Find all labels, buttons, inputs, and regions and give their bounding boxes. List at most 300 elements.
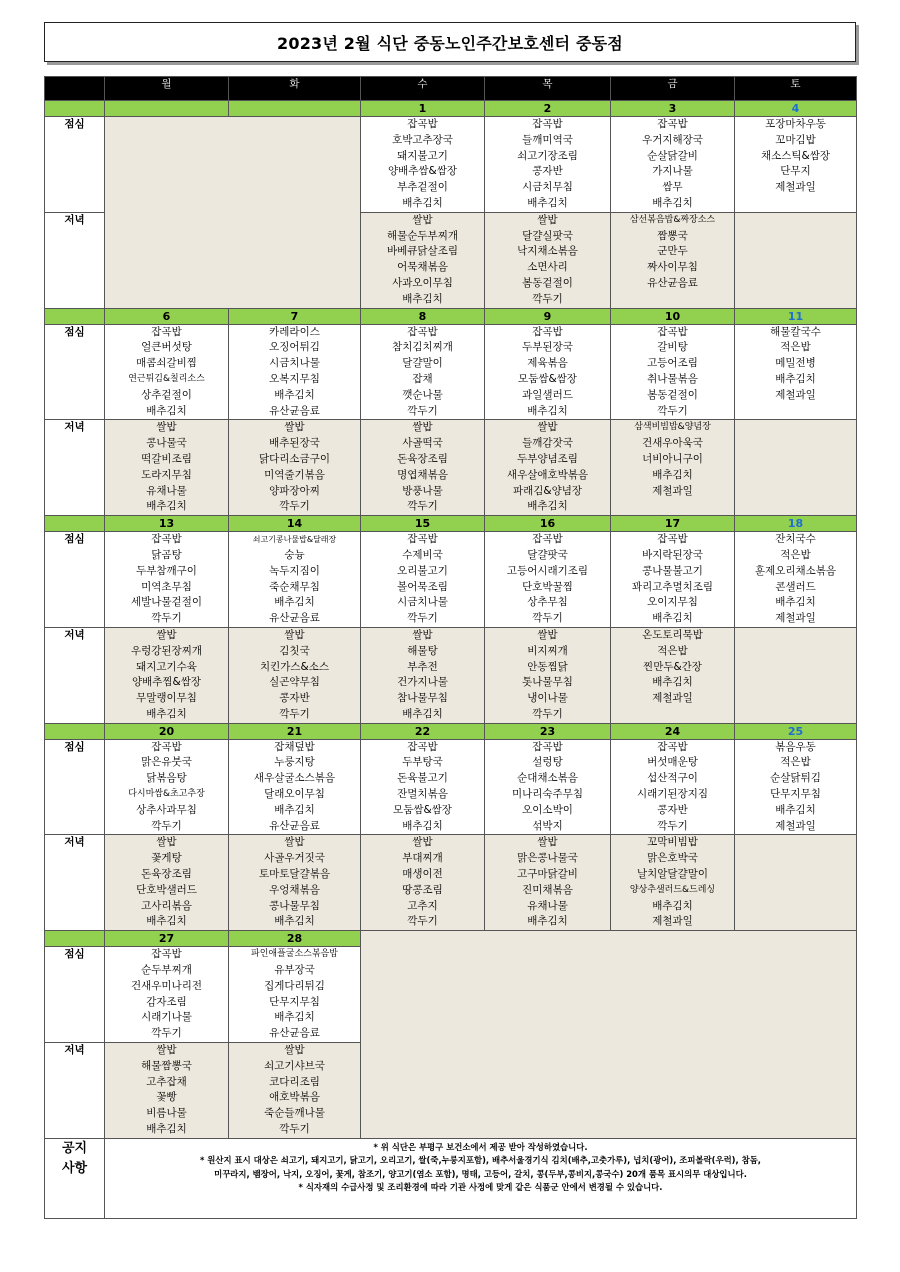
menu-item: 잡곡밥 bbox=[151, 740, 182, 753]
lunch-label: 점심 bbox=[45, 117, 105, 213]
menu-cell bbox=[735, 627, 857, 723]
menu-item: 잡채 bbox=[412, 372, 433, 385]
menu-item: 양배추찜&쌈장 bbox=[131, 676, 202, 689]
menu-cell bbox=[229, 627, 361, 723]
menu-item: 돼지불고기 bbox=[397, 149, 448, 162]
menu-item: 적은밥 bbox=[780, 548, 811, 561]
menu-item: 실곤약무침 bbox=[269, 676, 320, 689]
menu-item: 배추김치 bbox=[274, 388, 315, 401]
menu-item: 파인애플굴소스볶음밥 bbox=[251, 949, 338, 960]
menu-item: 누룽지탕 bbox=[274, 756, 315, 769]
day-header: 토 bbox=[735, 77, 857, 101]
menu-item: 순살닭갈비 bbox=[647, 149, 698, 162]
menu-item: 모둠쌈&쌈장 bbox=[518, 372, 577, 385]
menu-item: 깍두기 bbox=[151, 1027, 182, 1040]
date-row-label bbox=[45, 723, 105, 739]
menu-item: 유산균음료 bbox=[269, 1027, 320, 1040]
menu-item: 잡곡밥 bbox=[657, 740, 688, 753]
menu-item: 얼큰버섯탕 bbox=[141, 341, 192, 354]
menu-cell bbox=[611, 420, 735, 516]
menu-item: 봄동겉절이 bbox=[522, 276, 573, 289]
dinner-label: 저녁 bbox=[45, 835, 105, 931]
dinner-row bbox=[45, 627, 857, 723]
menu-item: 죽순채무침 bbox=[269, 580, 320, 593]
menu-item: 제철과일 bbox=[652, 915, 693, 928]
menu-item: 새우살굴소스볶음 bbox=[253, 772, 336, 785]
menu-item: 오징어튀김 bbox=[269, 341, 320, 354]
menu-item: 유채나물 bbox=[146, 484, 187, 497]
day-header: 화 bbox=[229, 77, 361, 101]
menu-item: 찐만두&간장 bbox=[643, 660, 702, 673]
menu-cell bbox=[485, 835, 611, 931]
menu-item: 배추김치 bbox=[775, 596, 816, 609]
menu-item: 쌀밥 bbox=[537, 628, 558, 641]
menu-cell bbox=[361, 420, 485, 516]
menu-item: 오이소박이 bbox=[522, 803, 573, 816]
date-cell: 7 bbox=[229, 308, 361, 324]
menu-item: 쌀밥 bbox=[412, 628, 433, 641]
menu-item: 온도토리묵밥 bbox=[642, 628, 703, 641]
menu-item: 달걀말이 bbox=[402, 357, 443, 370]
menu-item: 닭곰탕 bbox=[151, 548, 182, 561]
menu-item: 달걀실팟국 bbox=[522, 229, 573, 242]
dinner-row bbox=[45, 420, 857, 516]
menu-item: 다시마쌈&초고추장 bbox=[128, 789, 205, 800]
date-cell: 22 bbox=[361, 723, 485, 739]
menu-item: 깍두기 bbox=[657, 819, 688, 832]
notice-line: * 원산지 표시 대상은 쇠고기, 돼지고기, 닭고기, 오리고기, 쌀(죽,누룽지포함), 배추서울경기식 김치(배추,고춧가루), 넙치(광어), 조피볼락(우럭), 참돔, bbox=[200, 1155, 761, 1166]
menu-cell bbox=[229, 324, 361, 420]
menu-item: 순살닭튀김 bbox=[770, 772, 821, 785]
menu-item: 낙지채소볶음 bbox=[517, 245, 578, 258]
menu-item: 배추김치 bbox=[146, 500, 187, 513]
menu-item: 미역줄기볶음 bbox=[264, 468, 325, 481]
menu-cell bbox=[611, 835, 735, 931]
menu-item: 배추김치 bbox=[775, 803, 816, 816]
date-cell: 23 bbox=[485, 723, 611, 739]
date-cell: 20 bbox=[105, 723, 229, 739]
menu-item: 잔치국수 bbox=[775, 533, 816, 546]
date-cell: 21 bbox=[229, 723, 361, 739]
menu-item: 들깨미역국 bbox=[522, 133, 573, 146]
menu-item: 쌀밥 bbox=[284, 421, 305, 434]
menu-cell bbox=[611, 324, 735, 420]
menu-item: 단무지무침 bbox=[269, 995, 320, 1008]
menu-item: 톳나물무침 bbox=[522, 676, 573, 689]
menu-item: 닭다리소금구이 bbox=[258, 452, 330, 465]
corner-header bbox=[45, 77, 105, 101]
menu-item: 감자조림 bbox=[146, 995, 187, 1008]
menu-item: 쌀밥 bbox=[412, 213, 433, 226]
menu-item: 깻순나물 bbox=[402, 388, 443, 401]
menu-item: 배추김치 bbox=[775, 372, 816, 385]
menu-cell bbox=[611, 117, 735, 213]
menu-item: 갈비탕 bbox=[657, 341, 688, 354]
menu-item: 제철과일 bbox=[775, 388, 816, 401]
date-cell: 15 bbox=[361, 516, 485, 532]
menu-item: 오리불고기 bbox=[397, 564, 448, 577]
menu-item: 호박고추장국 bbox=[392, 133, 453, 146]
menu-item: 배추김치 bbox=[652, 899, 693, 912]
menu-item: 가지나물 bbox=[652, 165, 693, 178]
menu-item: 시래기된장지짐 bbox=[636, 788, 708, 801]
menu-cell bbox=[611, 212, 735, 308]
menu-item: 배추김치 bbox=[146, 1123, 187, 1136]
date-cell: 13 bbox=[105, 516, 229, 532]
menu-item: 고구마닭갈비 bbox=[517, 868, 578, 881]
menu-item: 시금치나물 bbox=[269, 357, 320, 370]
menu-item: 돈육장조림 bbox=[141, 868, 192, 881]
menu-item: 배추김치 bbox=[652, 676, 693, 689]
menu-item: 시래기나물 bbox=[141, 1011, 192, 1024]
menu-item: 배추김치 bbox=[652, 612, 693, 625]
menu-item: 단호박꿀찜 bbox=[522, 580, 573, 593]
menu-item: 채소스틱&쌈장 bbox=[760, 149, 831, 162]
date-cell: 11 bbox=[735, 308, 857, 324]
menu-item: 취나물볶음 bbox=[647, 372, 698, 385]
menu-item: 냉이나물 bbox=[527, 692, 568, 705]
menu-item: 제철과일 bbox=[775, 612, 816, 625]
date-cell bbox=[229, 101, 361, 117]
menu-item: 죽순들깨나물 bbox=[264, 1107, 325, 1120]
date-row-label bbox=[45, 308, 105, 324]
menu-item: 쌀밥 bbox=[284, 836, 305, 849]
menu-item: 녹두지짐이 bbox=[269, 564, 320, 577]
menu-item: 명엽채볶음 bbox=[397, 468, 448, 481]
menu-cell bbox=[735, 117, 857, 213]
menu-item: 깍두기 bbox=[151, 819, 182, 832]
menu-cell bbox=[361, 627, 485, 723]
menu-cell bbox=[105, 1043, 229, 1139]
menu-item: 콘샐러드 bbox=[775, 580, 816, 593]
menu-item: 양배추쌈&쌈장 bbox=[387, 165, 458, 178]
menu-item: 돈육불고기 bbox=[397, 772, 448, 785]
menu-item: 맑은호박국 bbox=[647, 852, 698, 865]
menu-item: 쌀밥 bbox=[537, 836, 558, 849]
menu-cell bbox=[485, 532, 611, 628]
menu-item: 사골우거짓국 bbox=[264, 852, 325, 865]
menu-item: 땅콩조림 bbox=[402, 883, 443, 896]
menu-cell bbox=[485, 117, 611, 213]
menu-item: 메밀전병 bbox=[775, 357, 816, 370]
menu-item: 꼬막비빔밥 bbox=[647, 836, 698, 849]
menu-item: 볶음우동 bbox=[775, 740, 816, 753]
menu-item: 매콤쇠갈비찜 bbox=[136, 357, 197, 370]
menu-cell bbox=[105, 835, 229, 931]
menu-item: 맑은유붓국 bbox=[141, 756, 192, 769]
page-title: 2023년 2월 식단 중동노인주간보호센터 중동점 bbox=[44, 22, 856, 62]
menu-item: 깍두기 bbox=[407, 915, 438, 928]
menu-cell bbox=[361, 117, 485, 213]
menu-item: 깍두기 bbox=[532, 707, 563, 720]
menu-item: 쌀밥 bbox=[156, 421, 177, 434]
menu-item: 토마토달걀볶음 bbox=[258, 868, 330, 881]
date-cell: 27 bbox=[105, 931, 229, 947]
date-cell: 8 bbox=[361, 308, 485, 324]
menu-item: 잡곡밥 bbox=[532, 325, 563, 338]
menu-item: 들깨감잣국 bbox=[522, 437, 573, 450]
date-row-label bbox=[45, 101, 105, 117]
menu-item: 군만두 bbox=[657, 245, 688, 258]
menu-item: 깍두기 bbox=[407, 612, 438, 625]
menu-item: 미역초무침 bbox=[141, 580, 192, 593]
menu-item: 깍두기 bbox=[279, 500, 310, 513]
menu-item: 잡곡밥 bbox=[532, 533, 563, 546]
date-cell: 4 bbox=[735, 101, 857, 117]
date-cell: 3 bbox=[611, 101, 735, 117]
menu-cell bbox=[105, 739, 229, 835]
menu-item: 삼색비빔밥&양념장 bbox=[634, 422, 711, 433]
menu-item: 배추김치 bbox=[527, 196, 568, 209]
menu-item: 배추김치 bbox=[527, 404, 568, 417]
menu-cell bbox=[229, 947, 361, 1043]
menu-item: 부추겉절이 bbox=[397, 181, 448, 194]
dinner-row bbox=[45, 835, 857, 931]
menu-item: 두부탕국 bbox=[402, 756, 443, 769]
menu-cell bbox=[229, 532, 361, 628]
lunch-label: 점심 bbox=[45, 324, 105, 420]
menu-item: 삼선볶음밥&짜장소스 bbox=[629, 214, 716, 225]
menu-item: 적은밥 bbox=[780, 341, 811, 354]
menu-cell bbox=[735, 420, 857, 516]
menu-item: 볼어묵조림 bbox=[397, 580, 448, 593]
menu-item: 비름나물 bbox=[146, 1107, 187, 1120]
date-cell: 1 bbox=[361, 101, 485, 117]
day-header: 월 bbox=[105, 77, 229, 101]
menu-item: 봄동겉절이 bbox=[647, 388, 698, 401]
menu-item: 소면사리 bbox=[527, 261, 568, 274]
menu-item: 방풍나물 bbox=[402, 484, 443, 497]
menu-item: 배추김치 bbox=[402, 819, 443, 832]
menu-item: 파래김&양념장 bbox=[512, 484, 583, 497]
date-cell: 16 bbox=[485, 516, 611, 532]
menu-item: 쌀밥 bbox=[412, 836, 433, 849]
menu-item: 꽈리고추멸치조림 bbox=[631, 580, 714, 593]
menu-item: 양파장아찌 bbox=[269, 484, 320, 497]
menu-item: 콩나물국 bbox=[146, 437, 187, 450]
menu-cell bbox=[361, 739, 485, 835]
menu-item: 유채나물 bbox=[527, 899, 568, 912]
menu-item: 잡채덮밥 bbox=[274, 740, 315, 753]
date-row bbox=[45, 516, 857, 532]
menu-table bbox=[44, 76, 857, 1219]
date-row-label bbox=[45, 516, 105, 532]
menu-item: 잡곡밥 bbox=[407, 325, 438, 338]
menu-item: 깍두기 bbox=[279, 707, 310, 720]
menu-item: 포장마차우동 bbox=[765, 118, 826, 130]
dinner-label: 저녁 bbox=[45, 212, 105, 308]
menu-cell bbox=[361, 324, 485, 420]
menu-cell bbox=[735, 212, 857, 308]
menu-item: 잡곡밥 bbox=[151, 325, 182, 338]
menu-item: 쇠고기콩나물밥&달래장 bbox=[252, 535, 337, 545]
menu-item: 잡곡밥 bbox=[151, 533, 182, 546]
menu-item: 꽃빵 bbox=[156, 1091, 177, 1104]
menu-item: 적은밥 bbox=[657, 644, 688, 657]
menu-item: 버섯매운탕 bbox=[647, 756, 698, 769]
menu-item: 시금치무침 bbox=[522, 181, 573, 194]
menu-item: 해물순두부찌개 bbox=[386, 229, 458, 242]
menu-cell bbox=[485, 324, 611, 420]
menu-item: 깍두기 bbox=[532, 612, 563, 625]
menu-item: 배추김치 bbox=[274, 1011, 315, 1024]
menu-item: 제철과일 bbox=[775, 819, 816, 832]
menu-item: 애호박볶음 bbox=[269, 1091, 320, 1104]
date-cell: 10 bbox=[611, 308, 735, 324]
menu-item: 고추잡채 bbox=[146, 1075, 187, 1088]
menu-item: 잡곡밥 bbox=[657, 533, 688, 546]
date-cell: 25 bbox=[735, 723, 857, 739]
menu-cell bbox=[611, 532, 735, 628]
menu-cell bbox=[485, 212, 611, 308]
menu-item: 두부참깨구이 bbox=[136, 564, 197, 577]
menu-item: 콩자반 bbox=[532, 165, 563, 178]
menu-item: 유산균음료 bbox=[269, 819, 320, 832]
notice-row bbox=[45, 1138, 857, 1218]
menu-item: 상추사과무침 bbox=[136, 803, 197, 816]
date-row bbox=[45, 931, 857, 947]
menu-item: 꼬마김밥 bbox=[775, 133, 816, 146]
menu-item: 잡곡밥 bbox=[407, 118, 438, 130]
menu-item: 깍두기 bbox=[407, 404, 438, 417]
menu-item: 우거지해장국 bbox=[642, 133, 703, 146]
menu-item: 배추김치 bbox=[402, 196, 443, 209]
menu-item: 배추김치 bbox=[652, 468, 693, 481]
menu-item: 쌀밥 bbox=[537, 213, 558, 226]
menu-item: 깍두기 bbox=[657, 404, 688, 417]
dinner-label: 저녁 bbox=[45, 420, 105, 516]
menu-item: 돈육장조림 bbox=[397, 452, 448, 465]
menu-item: 쌀밥 bbox=[284, 628, 305, 641]
menu-item: 안동찜닭 bbox=[527, 660, 568, 673]
menu-item: 양상추샐러드&드레싱 bbox=[629, 884, 716, 895]
day-header: 수 bbox=[361, 77, 485, 101]
menu-cell bbox=[735, 324, 857, 420]
menu-item: 두부된장국 bbox=[522, 341, 573, 354]
lunch-row bbox=[45, 324, 857, 420]
date-cell: 28 bbox=[229, 931, 361, 947]
menu-item: 너비아니구이 bbox=[642, 452, 703, 465]
notice-label-line: 사항 bbox=[61, 1160, 88, 1176]
menu-item: 제철과일 bbox=[775, 181, 816, 194]
menu-item: 쌀밥 bbox=[156, 1044, 177, 1057]
menu-item: 새우살애호박볶음 bbox=[506, 468, 589, 481]
notice-text bbox=[105, 1138, 857, 1218]
menu-item: 단무지무침 bbox=[770, 788, 821, 801]
menu-item: 설렁탕 bbox=[532, 756, 563, 769]
menu-item: 배추김치 bbox=[274, 803, 315, 816]
menu-item: 우엉채볶음 bbox=[269, 883, 320, 896]
menu-item: 오복지무침 bbox=[269, 372, 320, 385]
menu-item: 배추김치 bbox=[402, 707, 443, 720]
menu-cell bbox=[735, 739, 857, 835]
menu-item: 진미채볶음 bbox=[522, 883, 573, 896]
empty-area bbox=[361, 931, 857, 1139]
menu-item: 코다리조림 bbox=[269, 1075, 320, 1088]
menu-item: 매생이전 bbox=[402, 868, 443, 881]
menu-item: 부추전 bbox=[407, 660, 438, 673]
date-row bbox=[45, 308, 857, 324]
menu-item: 닭볶음탕 bbox=[146, 772, 187, 785]
menu-item: 건새우미나리전 bbox=[130, 979, 202, 992]
menu-cell bbox=[485, 739, 611, 835]
lunch-label: 점심 bbox=[45, 532, 105, 628]
menu-item: 깍두기 bbox=[532, 292, 563, 305]
menu-item: 콩자반 bbox=[657, 803, 688, 816]
lunch-label: 점심 bbox=[45, 739, 105, 835]
menu-item: 오이지무침 bbox=[647, 596, 698, 609]
menu-item: 해물탕 bbox=[407, 644, 438, 657]
menu-item: 쌈무 bbox=[662, 181, 683, 194]
date-cell: 18 bbox=[735, 516, 857, 532]
date-cell: 2 bbox=[485, 101, 611, 117]
menu-item: 치킨가스&소스 bbox=[259, 660, 330, 673]
menu-item: 건새우아욱국 bbox=[642, 437, 703, 450]
menu-item: 유산균음료 bbox=[269, 404, 320, 417]
menu-item: 제철과일 bbox=[652, 484, 693, 497]
menu-item: 무말랭이무침 bbox=[136, 692, 197, 705]
menu-item: 배추김치 bbox=[402, 292, 443, 305]
menu-item: 맑은콩나물국 bbox=[517, 852, 578, 865]
menu-item: 제육볶음 bbox=[527, 357, 568, 370]
menu-item: 돼지고기수육 bbox=[136, 660, 197, 673]
menu-item: 해물칼국수 bbox=[770, 325, 821, 338]
date-row-label bbox=[45, 931, 105, 947]
dinner-label: 저녁 bbox=[45, 1043, 105, 1139]
menu-item: 꽃게탕 bbox=[151, 852, 182, 865]
menu-cell bbox=[485, 420, 611, 516]
menu-cell bbox=[361, 532, 485, 628]
menu-item: 배추김치 bbox=[146, 404, 187, 417]
notice-label bbox=[45, 1138, 105, 1218]
menu-item: 배추김치 bbox=[527, 500, 568, 513]
menu-cell bbox=[485, 627, 611, 723]
menu-item: 집게다리튀김 bbox=[264, 979, 325, 992]
menu-item: 콩나물무침 bbox=[269, 899, 320, 912]
menu-item: 세발나물겉절이 bbox=[130, 596, 202, 609]
menu-item: 잡곡밥 bbox=[407, 740, 438, 753]
menu-item: 미나리숙주무침 bbox=[511, 788, 583, 801]
menu-item: 잡곡밥 bbox=[657, 118, 688, 130]
day-header: 목 bbox=[485, 77, 611, 101]
menu-item: 배추김치 bbox=[652, 196, 693, 209]
menu-item: 잡곡밥 bbox=[151, 948, 182, 961]
menu-item: 잡곡밥 bbox=[657, 325, 688, 338]
day-header: 금 bbox=[611, 77, 735, 101]
menu-item: 섞박지 bbox=[532, 819, 563, 832]
menu-item: 비지찌개 bbox=[527, 644, 568, 657]
menu-item: 참치김치찌개 bbox=[392, 341, 453, 354]
menu-item: 도라지무침 bbox=[141, 468, 192, 481]
menu-item: 고등어시래기조림 bbox=[506, 564, 589, 577]
menu-item: 섭산적구이 bbox=[647, 772, 698, 785]
menu-item: 카레라이스 bbox=[269, 325, 320, 338]
menu-item: 쌀밥 bbox=[284, 1044, 305, 1057]
menu-item: 배추김치 bbox=[146, 707, 187, 720]
menu-item: 적은밥 bbox=[780, 756, 811, 769]
menu-item: 배추김치 bbox=[274, 915, 315, 928]
menu-item: 유산균음료 bbox=[269, 612, 320, 625]
menu-item: 해물짬뽕국 bbox=[141, 1059, 192, 1072]
menu-item: 상추겉절이 bbox=[141, 388, 192, 401]
menu-item: 고추지 bbox=[407, 899, 438, 912]
date-cell: 9 bbox=[485, 308, 611, 324]
menu-item: 시금치나물 bbox=[397, 596, 448, 609]
menu-item: 쇠고기장조림 bbox=[517, 149, 578, 162]
menu-item: 고등어조림 bbox=[647, 357, 698, 370]
menu-cell bbox=[361, 835, 485, 931]
notice-line: * 위 식단은 부평구 보건소에서 제공 받아 작성하였습니다. bbox=[373, 1141, 588, 1152]
